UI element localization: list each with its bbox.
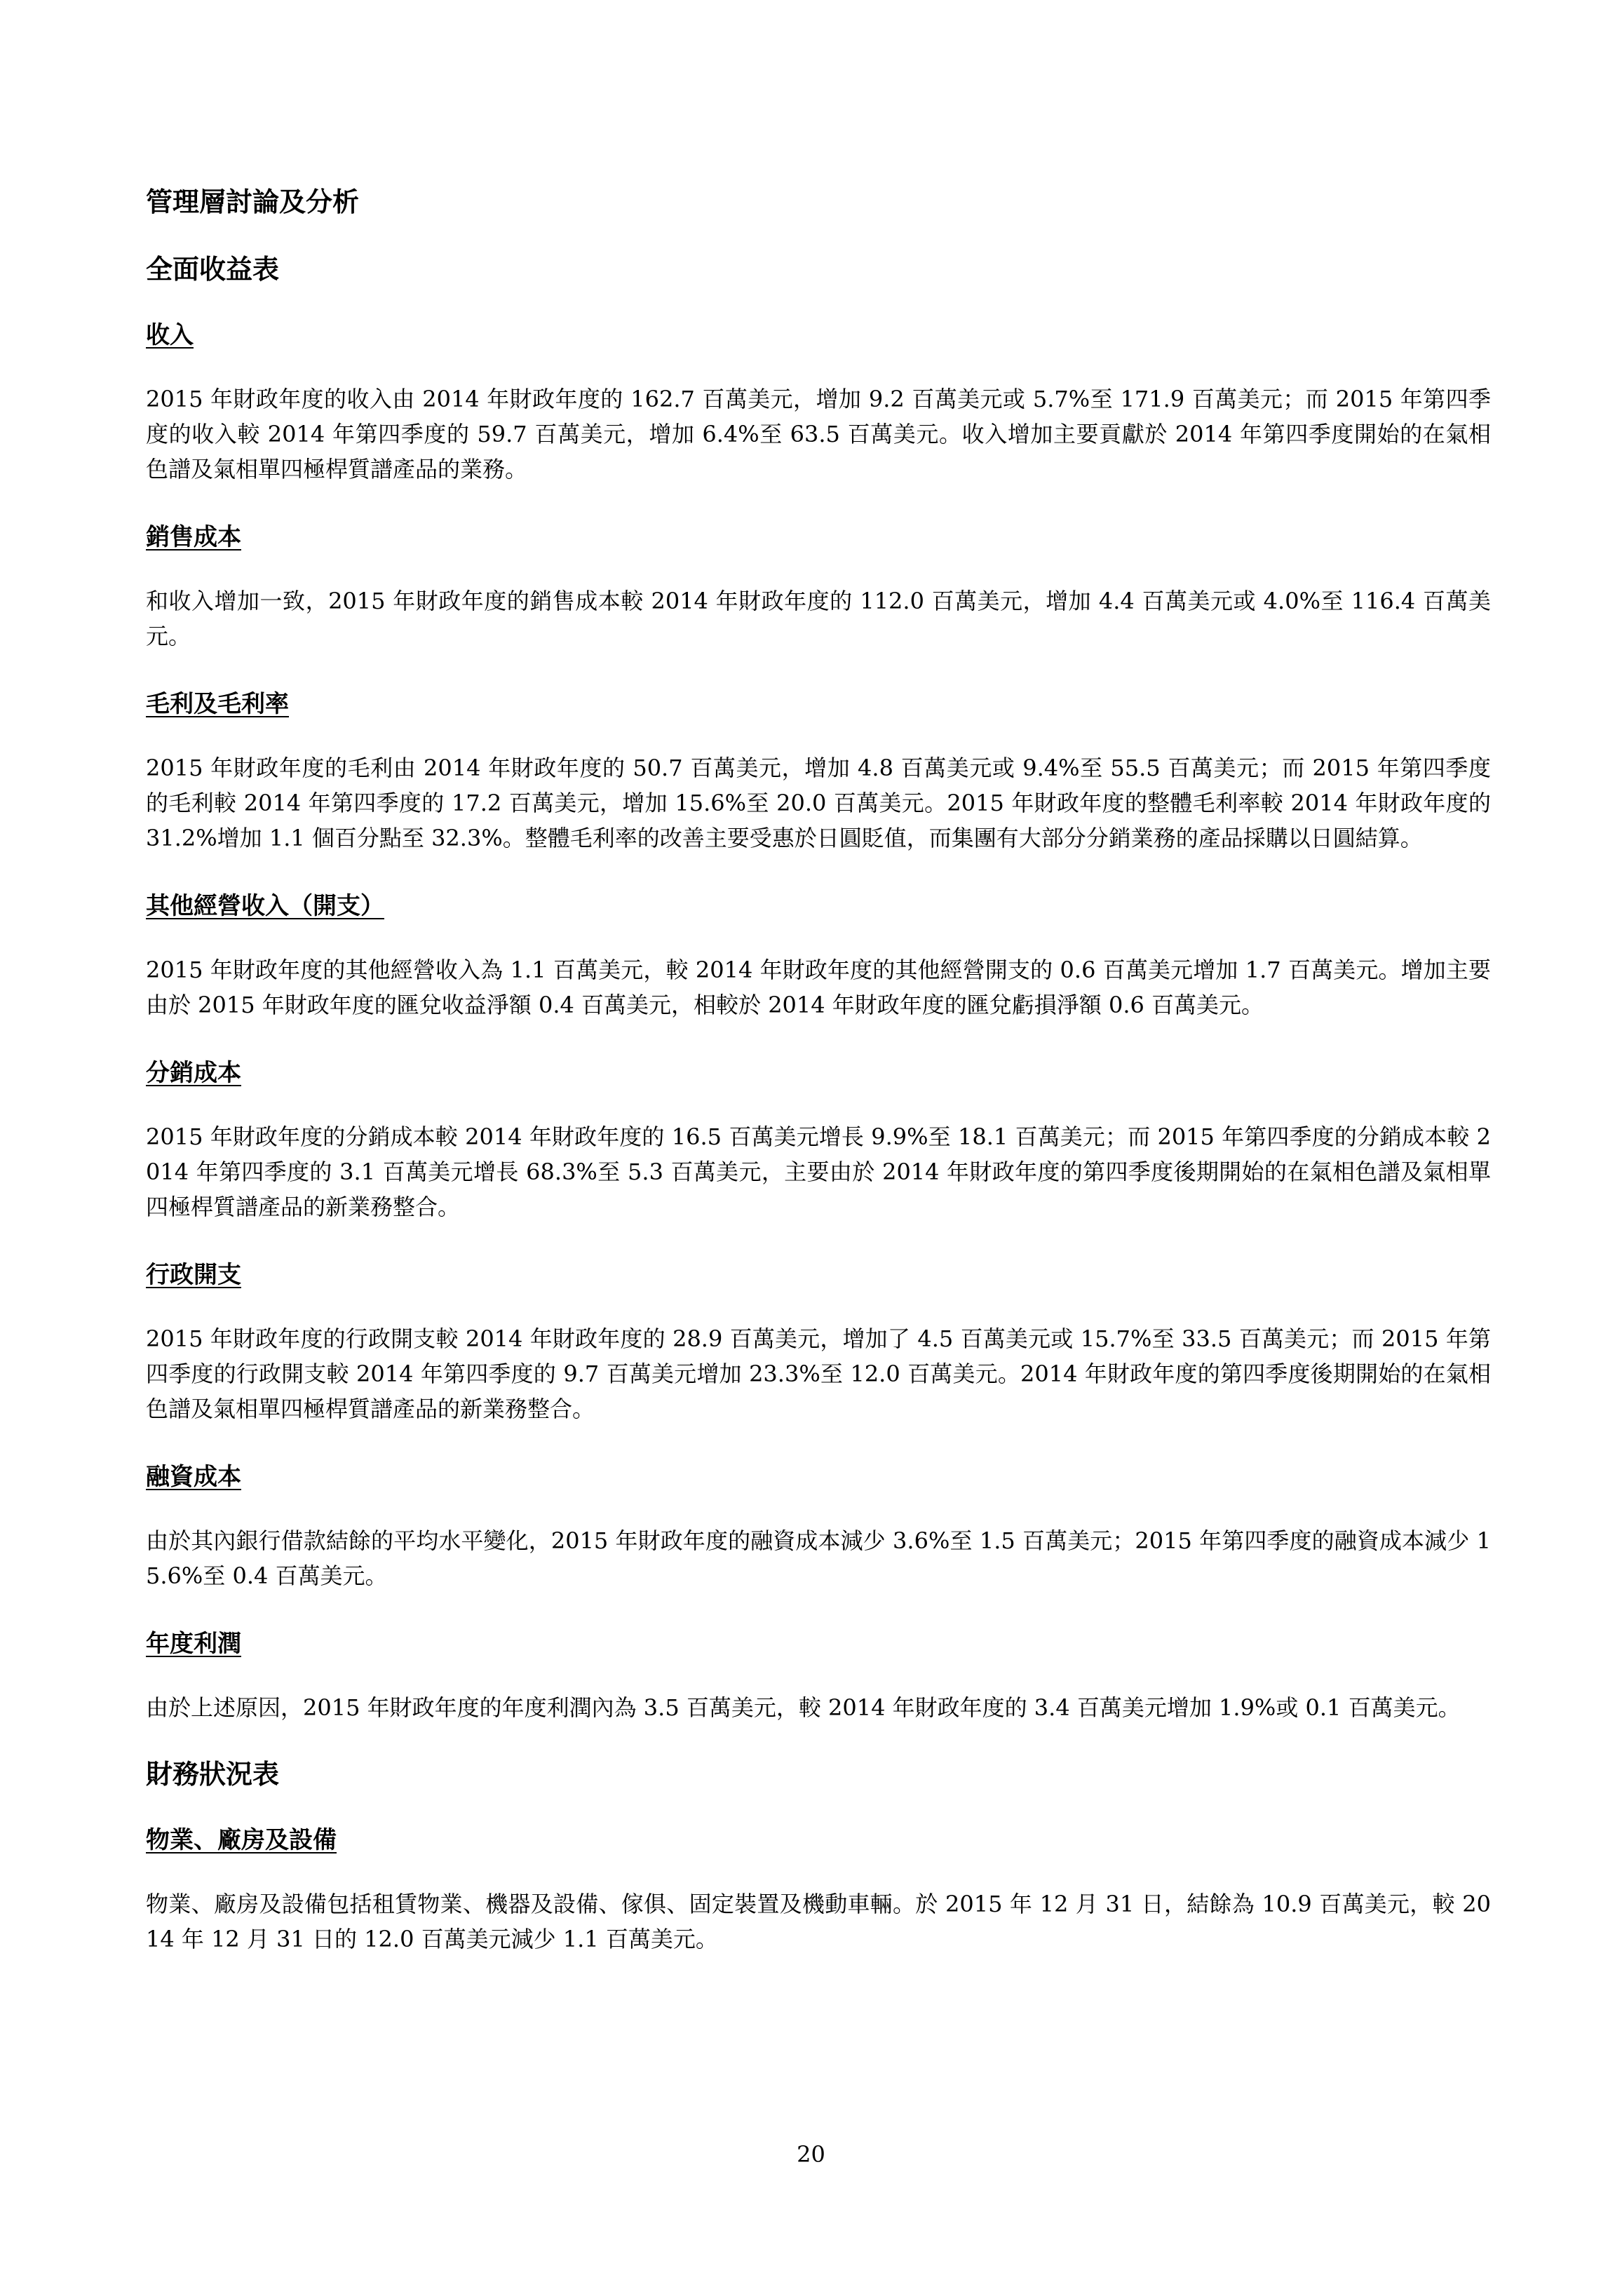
financial-position-title: 財務狀況表 [146, 1759, 280, 1790]
administrative-expenses-paragraph: 2015 年財政年度的行政開支較 2014 年財政年度的 28.9 百萬美元，增加了 4.5 百萬美元或 15.7%至 33.5 百萬美元；而 2015 年第四季度的行政開支較 2014 年第四季度的 9.7 百萬美元增加 23.3%至 12.0 百萬美元。2014 年財政年度的第四季度後期開始的在氣相色譜及氣相單四極桿質譜產品的新業務整合。 [146, 1325, 1491, 1422]
other-operating-income-paragraph: 2015 年財政年度的其他經營收入為 1.1 百萬美元，較 2014 年財政年度的其他經營開支的 0.6 百萬美元增加 1.7 百萬美元。增加主要由於 2015 年財政年度的匯兌收益淨額 0.4 百萬美元，相較於 2014 年財政年度的匯兌虧損淨額 0.6 百萬美元。 [146, 957, 1491, 1018]
administrative-expenses-heading: 行政開支 [146, 1261, 241, 1289]
property-plant-equipment-heading: 物業、廠房及設備 [146, 1826, 337, 1854]
income-statement-title: 全面收益表 [146, 254, 280, 285]
gross-profit-heading: 毛利及毛利率 [146, 690, 289, 718]
profit-for-year-paragraph: 由於上述原因，2015 年財政年度的年度利潤內為 3.5 百萬美元，較 2014 年財政年度的 3.4 百萬美元增加 1.9%或 0.1 百萬美元。 [146, 1694, 1461, 1721]
finance-costs-paragraph: 由於其內銀行借款結餘的平均水平變化，2015 年財政年度的融資成本減少 3.6%至 1.5 百萬美元；2015 年第四季度的融資成本減少 15.6%至 0.4 百萬美元。 [146, 1527, 1491, 1589]
page-content [146, 184, 1491, 1957]
distribution-costs-paragraph: 2015 年財政年度的分銷成本較 2014 年財政年度的 16.5 百萬美元增長 9.9%至 18.1 百萬美元；而 2015 年第四季度的分銷成本較 2014 年第四季度的 3.1 百萬美元增長 68.3%至 5.3 百萬美元，主要由於 2014 年財政年度的第四季度後期開始的在氣相色譜及氣相單四極桿質譜產品的新業務整合。 [146, 1123, 1491, 1220]
property-plant-equipment-paragraph: 物業、廠房及設備包括租賃物業、機器及設備、傢俱、固定裝置及機動車輛。於 2015 年 12 月 31 日，結餘為 10.9 百萬美元，較 2014 年 12 月 31 日的 12.0 百萬美元減少 1.1 百萬美元。 [146, 1891, 1491, 1952]
distribution-costs-heading: 分銷成本 [146, 1059, 241, 1087]
gross-profit-paragraph: 2015 年財政年度的毛利由 2014 年財政年度的 50.7 百萬美元，增加 4.8 百萬美元或 9.4%至 55.5 百萬美元；而 2015 年第四季度的毛利較 2014 年第四季度的 17.2 百萬美元，增加 15.6%至 20.0 百萬美元。2015 年財政年度的整體毛利率較 2014 年財政年度的 31.2%增加 1.1 個百分點至 32.3%。整體毛利率的改善主要受惠於日圓貶值，而集團有大部分分銷業務的產品採購以日圓結算。 [146, 755, 1491, 851]
page-number: 20 [797, 2141, 825, 2168]
section-title: 管理層討論及分析 [146, 187, 360, 217]
finance-costs-heading: 融資成本 [146, 1463, 241, 1491]
revenue-paragraph: 2015 年財政年度的收入由 2014 年財政年度的 162.7 百萬美元，增加 9.2 百萬美元或 5.7%至 171.9 百萬美元；而 2015 年第四季度的收入較 2014 年第四季度的 59.7 百萬美元，增加 6.4%至 63.5 百萬美元。收入增加主要貢獻於 2014 年第四季度開始的在氣相色譜及氣相單四極桿質譜產品的業務。 [146, 386, 1491, 482]
cost-of-sales-paragraph: 和收入增加一致，2015 年財政年度的銷售成本較 2014 年財政年度的 112.0 百萬美元，增加 4.4 百萬美元或 4.0%至 116.4 百萬美元。 [146, 588, 1491, 649]
cost-of-sales-heading: 銷售成本 [146, 523, 241, 551]
profit-for-year-heading: 年度利潤 [146, 1630, 241, 1658]
revenue-heading: 收入 [146, 321, 194, 349]
other-operating-income-heading: 其他經營收入（開支） [146, 892, 384, 920]
